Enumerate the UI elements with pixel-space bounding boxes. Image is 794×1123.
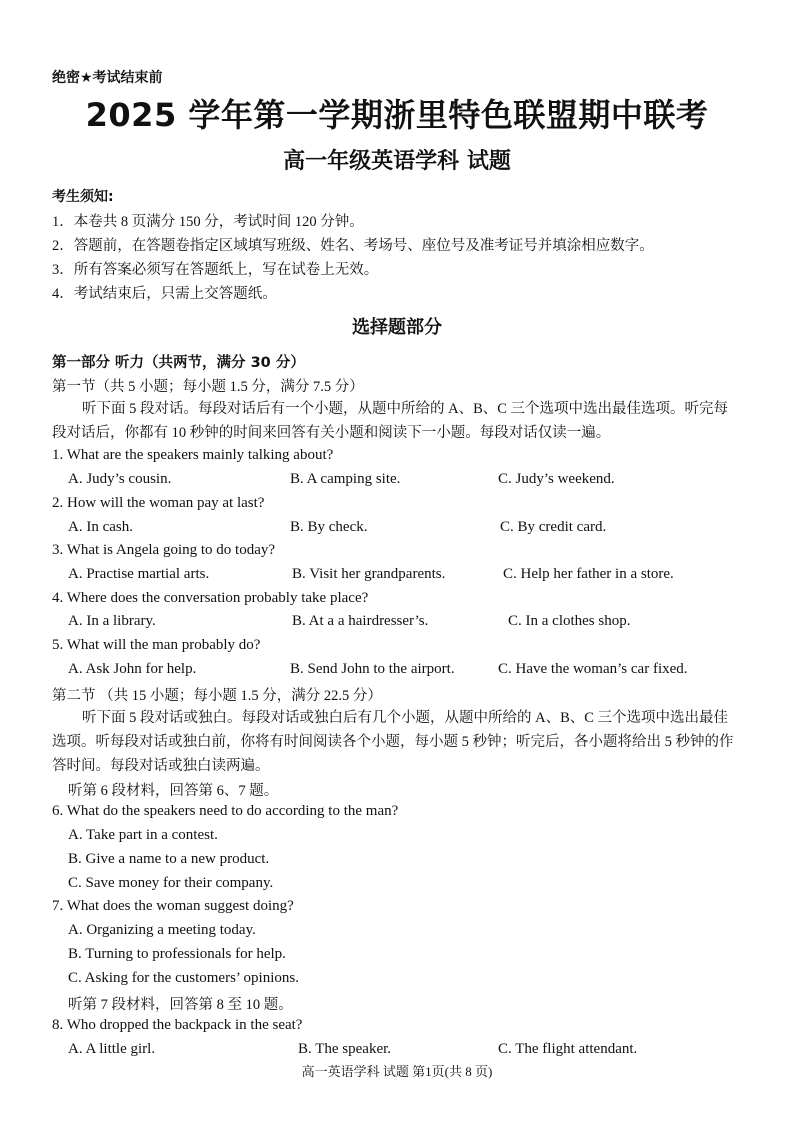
option-b: B. At a a hairdresser’s. bbox=[292, 613, 429, 629]
question-stem: 4. Where does the conversation probably take place? bbox=[52, 590, 369, 606]
option-c: C. Help her father in a store. bbox=[503, 566, 674, 582]
question-stem: 3. What is Angela going to do today? bbox=[52, 542, 276, 558]
question-stem: 1. What are the speakers mainly talking about? bbox=[52, 447, 334, 463]
option-b: B. Visit her grandparents. bbox=[292, 566, 446, 582]
option-a: A. Judy’s cousin. bbox=[68, 471, 172, 487]
option-c: C. Have the woman’s car fixed. bbox=[498, 661, 688, 677]
secret-label: 绝密★考试结束前 bbox=[52, 70, 163, 86]
option-b: B. A camping site. bbox=[290, 471, 401, 487]
option-c: C. By credit card. bbox=[500, 519, 607, 535]
option-b: B. Turning to professionals for help. bbox=[68, 946, 286, 962]
sec1-intro: 听下面 5 段对话。每段对话后有一个小题，从题中所给的 A、B、C 三个选项中选出最佳选项。听完每段对话后，你都有 10 秒钟的时间来回答有关小题和阅读下一小题。每段对话仅读一遍。 bbox=[52, 401, 729, 441]
option-a: A. A little girl. bbox=[68, 1041, 156, 1057]
option-a: A. In a library. bbox=[68, 613, 156, 629]
notice-item: 3．所有答案必须写在答题纸上，写在试卷上无效。 bbox=[52, 262, 379, 278]
notice-item: 1．本卷共 8 页满分 150 分，考试时间 120 分钟。 bbox=[52, 214, 364, 230]
material-note: 听第 6 段材料，回答第 6、7 题。 bbox=[68, 783, 279, 799]
option-b: B. Give a name to a new product. bbox=[68, 851, 270, 867]
option-b: B. By check. bbox=[290, 519, 368, 535]
question-stem: 2. How will the woman pay at last? bbox=[52, 495, 265, 511]
exam-title: 2025 学年第一学期浙里特色联盟期中联考 bbox=[85, 96, 709, 134]
page-footer: 高一英语学科 试题 第1页(共 8 页) bbox=[301, 1064, 493, 1079]
option-c: C. In a clothes shop. bbox=[508, 613, 631, 629]
question-stem: 5. What will the man probably do? bbox=[52, 637, 261, 653]
option-a: A. Ask John for help. bbox=[68, 661, 197, 677]
part1-title: 第一部分 听力（共两节，满分 30 分） bbox=[52, 355, 305, 371]
notice-item: 2．答题前，在答题卷指定区域填写班级、姓名、考场号、座位号及准考证号并填涂相应数字。 bbox=[52, 238, 654, 254]
option-a: A. Take part in a contest. bbox=[68, 827, 218, 843]
section-title: 选择题部分 bbox=[352, 317, 442, 338]
sec2-intro: 听下面 5 段对话或独白。每段对话或独白后有几个小题，从题中所给的 A、B、C 三个选项中选出最佳选项。听每段对话或独白前，你将有时间阅读各个小题，每小题 5 秒钟；听完后，各小题将给出 5 秒钟的作答时间。每段对话或独白读两遍。 bbox=[52, 710, 734, 774]
notice-heading: 考生须知: bbox=[52, 189, 114, 205]
question-stem: 7. What does the woman suggest doing? bbox=[52, 898, 294, 914]
sec1-title: 第一节（共 5 小题；每小题 1.5 分，满分 7.5 分） bbox=[52, 379, 364, 395]
question-stem: 8. Who dropped the backpack in the seat? bbox=[52, 1017, 303, 1033]
sec2-title: 第二节 （共 15 小题；每小题 1.5 分，满分 22.5 分） bbox=[52, 688, 382, 704]
option-b: B. Send John to the airport. bbox=[290, 661, 455, 677]
material-note: 听第 7 段材料，回答第 8 至 10 题。 bbox=[68, 997, 293, 1013]
option-a: A. Practise martial arts. bbox=[68, 566, 210, 582]
option-a: A. Organizing a meeting today. bbox=[68, 922, 256, 938]
option-a: A. In cash. bbox=[68, 519, 133, 535]
option-c: C. Judy’s weekend. bbox=[498, 471, 615, 487]
option-b: B. The speaker. bbox=[298, 1041, 392, 1057]
option-c: C. Asking for the customers’ opinions. bbox=[68, 970, 299, 986]
exam-subtitle: 高一年级英语学科 试题 bbox=[283, 149, 511, 174]
notice-item: 4．考试结束后，只需上交答题纸。 bbox=[52, 286, 277, 302]
question-stem: 6. What do the speakers need to do according to the man? bbox=[52, 803, 399, 819]
option-c: C. The flight attendant. bbox=[498, 1041, 638, 1057]
option-c: C. Save money for their company. bbox=[68, 875, 274, 891]
